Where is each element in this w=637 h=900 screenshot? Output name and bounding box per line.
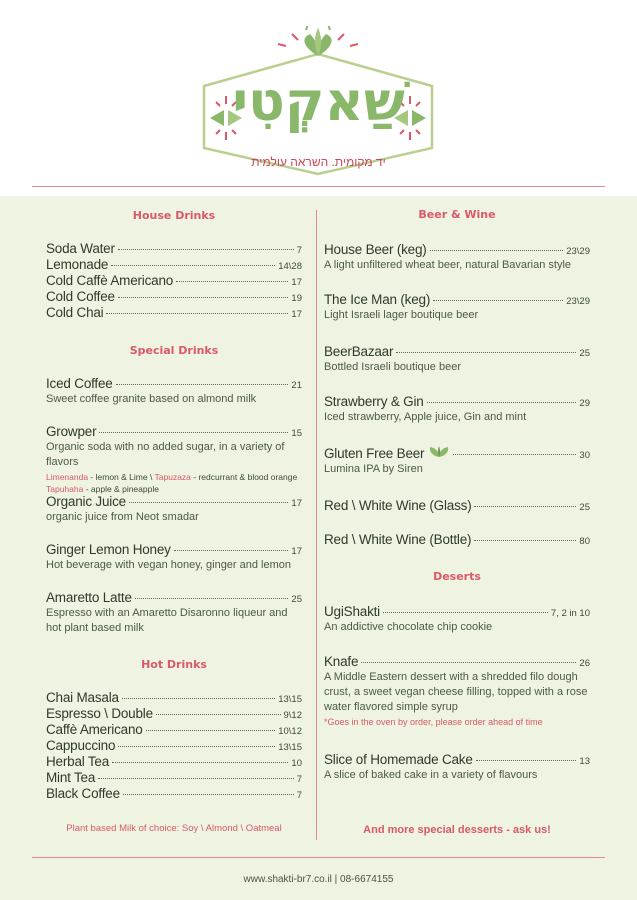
footer-contact: www.shakti-br7.co.il | 08-6674155 [243,874,394,885]
item-description: Organic soda with no added sugar, in a variety of flavors [46,441,285,468]
leaf-cluster-icon [278,26,358,56]
item-name: UgiShakti [324,604,380,619]
item-description: Lumina IPA by Siren [324,463,423,475]
item-description: A light unfiltered wheat beer, natural Bavarian style [324,259,572,271]
menu-item-wine-glass [324,498,590,513]
item-description: An addictive chocolate chip cookie [324,621,493,633]
item-price: 29 [579,398,590,409]
item-name: Caffè Americano [46,722,143,737]
menu-item-cake [324,752,590,783]
item-price: 7, 2 in 10 [550,608,590,619]
menu-item [46,754,302,769]
item-price: 13\15 [278,742,302,753]
item-price: 7 [296,774,302,785]
item-price: 17 [291,498,302,509]
item-price: 25 [579,502,590,513]
menu-item-knafe [324,654,590,727]
item-price: 23\29 [566,246,590,257]
item-price: 17 [291,546,302,557]
menu-item-ice-man [324,292,590,323]
menu-item [46,770,302,785]
item-price: 9\12 [283,710,302,721]
item-name: Strawberry & Gin [324,394,424,409]
flavor-name: Tapuhaha [46,484,84,494]
flavor-desc: - lemon & Lime \ [88,472,155,482]
item-price: 17 [291,277,302,288]
menu-item [46,241,302,256]
menu-item [46,289,302,304]
growper-flavors [46,471,302,495]
item-name: Knafe [324,654,359,669]
top-rule [32,186,605,187]
item-description: Espresso with an Amaretto Disaronno liqueur and hot plant based milk [46,607,288,634]
item-name: Black Coffee [46,786,120,801]
section-title-house-drinks: House Drinks [132,209,216,222]
menu-item-house-beer [324,242,590,273]
menu-item-organic-juice [46,494,302,525]
item-name: Red \ White Wine (Bottle) [324,532,472,547]
item-price: 13\15 [278,694,302,705]
flavor-desc: - apple & pineapple [83,484,159,494]
menu-item [46,257,302,272]
item-description: A Middle Eastern dessert with a shredded filo dough crust, a sweet vegan cheese filling, topped with a rose water flavored simple syrup [324,671,588,713]
menu-item-growper [46,424,302,495]
item-price: 10 [291,758,302,769]
item-price: 19 [291,293,302,304]
item-description: Hot beverage with vegan honey, ginger and lemon [46,559,292,571]
item-name: Espresso \ Double [46,706,153,721]
menu-item-amaretto [46,590,302,636]
item-name: Herbal Tea [46,754,110,769]
item-name: House Beer (keg) [324,242,427,257]
item-name: Cold Caffè Americano [46,273,174,288]
item-name: Gluten Free Beer [324,446,425,461]
menu-item [46,690,302,705]
item-description: Bottled Israeli boutique beer [324,361,461,373]
item-price: 30 [579,450,590,461]
item-name: Growper [46,424,97,439]
item-price: 25 [291,594,302,605]
item-price: 80 [579,536,590,547]
menu-item [46,786,302,801]
milk-note: Plant based Milk of choice: Soy \ Almond \ Oatmeal [66,823,282,834]
logo-title: שַׁאקְטִי [232,70,405,133]
item-price: 15 [291,428,302,439]
item-price: 25 [579,348,590,359]
flavor-name: Limenanda [46,472,89,482]
menu-header [0,0,637,186]
item-name: Ginger Lemon Honey [46,542,171,557]
more-desserts-note: And more special desserts - ask us! [363,824,551,836]
item-name: Soda Water [46,241,115,256]
item-name: Amaretto Latte [46,590,132,605]
item-name: The Ice Man (keg) [324,292,431,307]
menu-item-strawberry-gin [324,394,590,425]
item-price: 21 [291,380,302,391]
section-title-hot-drinks: Hot Drinks [141,658,207,671]
column-divider [316,210,317,840]
menu-item [46,706,302,721]
item-name: Organic Juice [46,494,126,509]
item-price: 13 [579,756,590,767]
item-price: 26 [579,658,590,669]
item-price: 17 [291,309,302,320]
item-name: BeerBazaar [324,344,394,359]
item-name: Chai Masala [46,690,119,705]
bottom-rule [32,857,605,858]
item-price: 7 [296,790,302,801]
item-description: Sweet coffee granite based on almond milk [46,393,257,405]
section-title-special-drinks: Special Drinks [129,344,219,357]
menu-item-iced-coffee [46,376,302,407]
flavor-desc: - redcurrant & blood orange [190,472,298,482]
item-name: Red \ White Wine (Glass) [324,498,472,513]
section-title-beer-wine: Beer & Wine [418,208,496,221]
menu-item-beerbazaar [324,344,590,375]
flavor-name: Tapuzaza [154,472,191,482]
order-ahead-note: *Goes in the oven by order, please order ahead of time [324,717,543,727]
item-name: Iced Coffee [46,376,113,391]
item-name: Lemonade [46,257,109,272]
item-description: A slice of baked cake in a variety of flavours [324,769,538,781]
menu-item-ginger [46,542,302,573]
item-description: Light Israeli lager boutique beer [324,309,479,321]
menu-item [46,722,302,737]
item-price: 14\28 [278,261,302,272]
menu-item-wine-bottle [324,532,590,547]
item-description: Iced strawberry, Apple juice, Gin and mint [324,411,527,423]
item-name: Slice of Homemade Cake [324,752,473,767]
item-description: organic juice from Neot smadar [46,511,199,523]
item-price: 23\29 [566,296,590,307]
item-price: 10\12 [278,726,302,737]
item-name: Mint Tea [46,770,96,785]
item-name: Cold Chai [46,305,104,320]
menu-item [46,738,302,753]
menu-item-ugishakti [324,604,590,635]
menu-item [46,273,302,288]
item-price: 7 [296,245,302,256]
item-name: Cappuccino [46,738,116,753]
leaf-icon [428,446,450,458]
menu-item [46,305,302,320]
logo-tagline: יד מקומית. השראה עולמית [251,155,386,169]
section-title-desserts: Deserts [433,570,481,583]
item-name: Cold Coffee [46,289,115,304]
menu-item-gluten-free [324,446,590,477]
